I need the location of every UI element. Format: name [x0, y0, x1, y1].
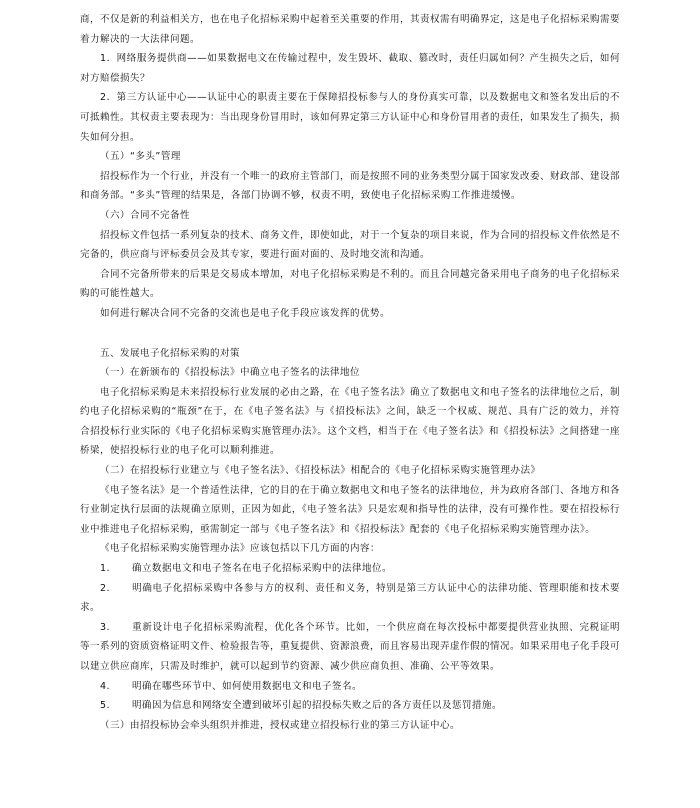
- list-number: 5.: [100, 700, 111, 712]
- list-number: 2.: [100, 582, 111, 594]
- paragraph: 电子化招标采购是未来招投标行业发展的必由之路，在《电子签名法》确立了数据电文和电子签名的法律地位之后，制约电子化招标采购的“瓶颈”在于，在《电子签名法》与《招投标法》之间，缺乏一个权威、规范、具有广泛的效力，并符合招投标行业实际的《电子化招标采购实施管理办法》。这个文档，相当于在《电子签名法》和《招投标法》之间搭建一座桥梁，使招投标行业的电子化可以顺利推进。: [80, 386, 621, 457]
- list-item: [80, 618, 620, 677]
- paragraph: 招投标文件包括一系列复杂的技术、商务文件，即使如此，对于一个复杂的项目来说，作为合同的招投标文件依然是不完备的，供应商与评标委员会及其专家，要进行面对面的、及时地交流和沟通。: [80, 229, 621, 261]
- list-text: 重新设计电子化招标采购流程，优化各个环节。比如，一个供应商在每次投标中都要提供营业执照、完税证明等一系列的资质资格证明文件、检验报告等，重复提供、资源浪费，而且容易出现弄虚作假的情况。如果采用电子化手段可以建立供应商库，只需及时维护，就可以起到节约资源、减少供应商负担、准确、公平等效果。: [80, 621, 621, 672]
- paragraph: 如何进行解决合同不完备的交流也是电子化手段应该发挥的优势。: [100, 307, 391, 319]
- paragraph: 合同不完备所带来的后果是交易成本增加，对电子化招标采购是不利的。而且合同越完备采用电子商务的电子化招标采购的可能性越大。: [80, 268, 621, 300]
- list-number: 4.: [100, 680, 111, 692]
- paragraph: 《电子化招标采购实施管理办法》应该包括以下几方面的内容：: [100, 543, 381, 555]
- list-item: [80, 559, 620, 579]
- section-heading: （六）合同不完备性: [100, 209, 191, 221]
- list-text: 确立数据电文和电子签名在电子化招标采购中的法律地位。: [132, 563, 393, 575]
- list-item: [80, 677, 620, 697]
- list-item: [80, 696, 620, 716]
- list-number: 3.: [100, 621, 111, 633]
- list-text: 明确电子化招标采购中各参与方的权利、责任和义务，特别是第三方认证中心的法律功能、管理职能和技术要求。: [80, 582, 620, 614]
- list-text: 明确因为信息和网络安全遭到破坏引起的招投标失败之后的各方责任以及惩罚措施。: [132, 700, 503, 712]
- list-item: [80, 579, 620, 618]
- paragraph: 商，不仅是新的利益相关方，也在电子化招标采购中起着至关重要的作用，其责权需有明确界定，这是电子化招标采购需要着力解决的一大法律问题。: [80, 14, 621, 45]
- paragraph: 2．第三方认证中心——认证中心的职责主要在于保障招投标参与人的身份真实可靠，以及数据电文和签名发出后的不可抵赖性。其权责主要表现为：当出现身份冒用时，该如何界定第三方认证中心和身份冒用者的责任，如果发生了损失，损失如何分担。: [80, 92, 621, 143]
- section-heading: （一）在新颁布的《招投标法》中确立电子签名的法律地位: [100, 367, 361, 379]
- paragraph: 招投标作为一个行业，并没有一个唯一的政府主管部门，而是按照不同的业务类型分属于国家发改委、财政部、建设部和商务部。“多头”管理的结果是，各部门协调不够，权责不明，致使电子化招标采购工作推进缓慢。: [80, 170, 621, 202]
- paragraph: 1．网络服务提供商——如果数据电文在传输过程中，发生毁坏、截取、篡改时，责任归属如何？产生损失之后，如何对方赔偿损失？: [80, 53, 620, 84]
- section-heading: （三）由招投标协会牵头组织并推进，授权或建立招投标行业的第三方认证中心。: [100, 719, 461, 731]
- section-heading: （五）“多头”管理: [100, 151, 181, 163]
- list-text: 明确在哪些环节中、如何使用数据电文和电子签名。: [132, 680, 363, 692]
- section-heading: （二）在招投标行业建立与《电子签名法》、《招投标法》相配合的《电子化招标采购实施管理办法》: [100, 465, 541, 477]
- chapter-heading: 五、发展电子化招标采购的对策: [100, 347, 241, 359]
- paragraph: 《电子签名法》是一个普适性法律，它的目的在于确立数据电文和电子签名的法律地位，并为政府各部门、各地方和各行业制定执行层面的法规确立原则，正因为如此，《电子签名法》只是宏观和指导性的法律，没有可操作性。要在招投标行业中推进电子化招标采购，亟需制定一部与《电子签名法》和《招投标法》配套的《电子化招标采购实施管理办法》。: [80, 484, 621, 535]
- list-number: 1.: [100, 563, 111, 575]
- spacer: [80, 324, 620, 344]
